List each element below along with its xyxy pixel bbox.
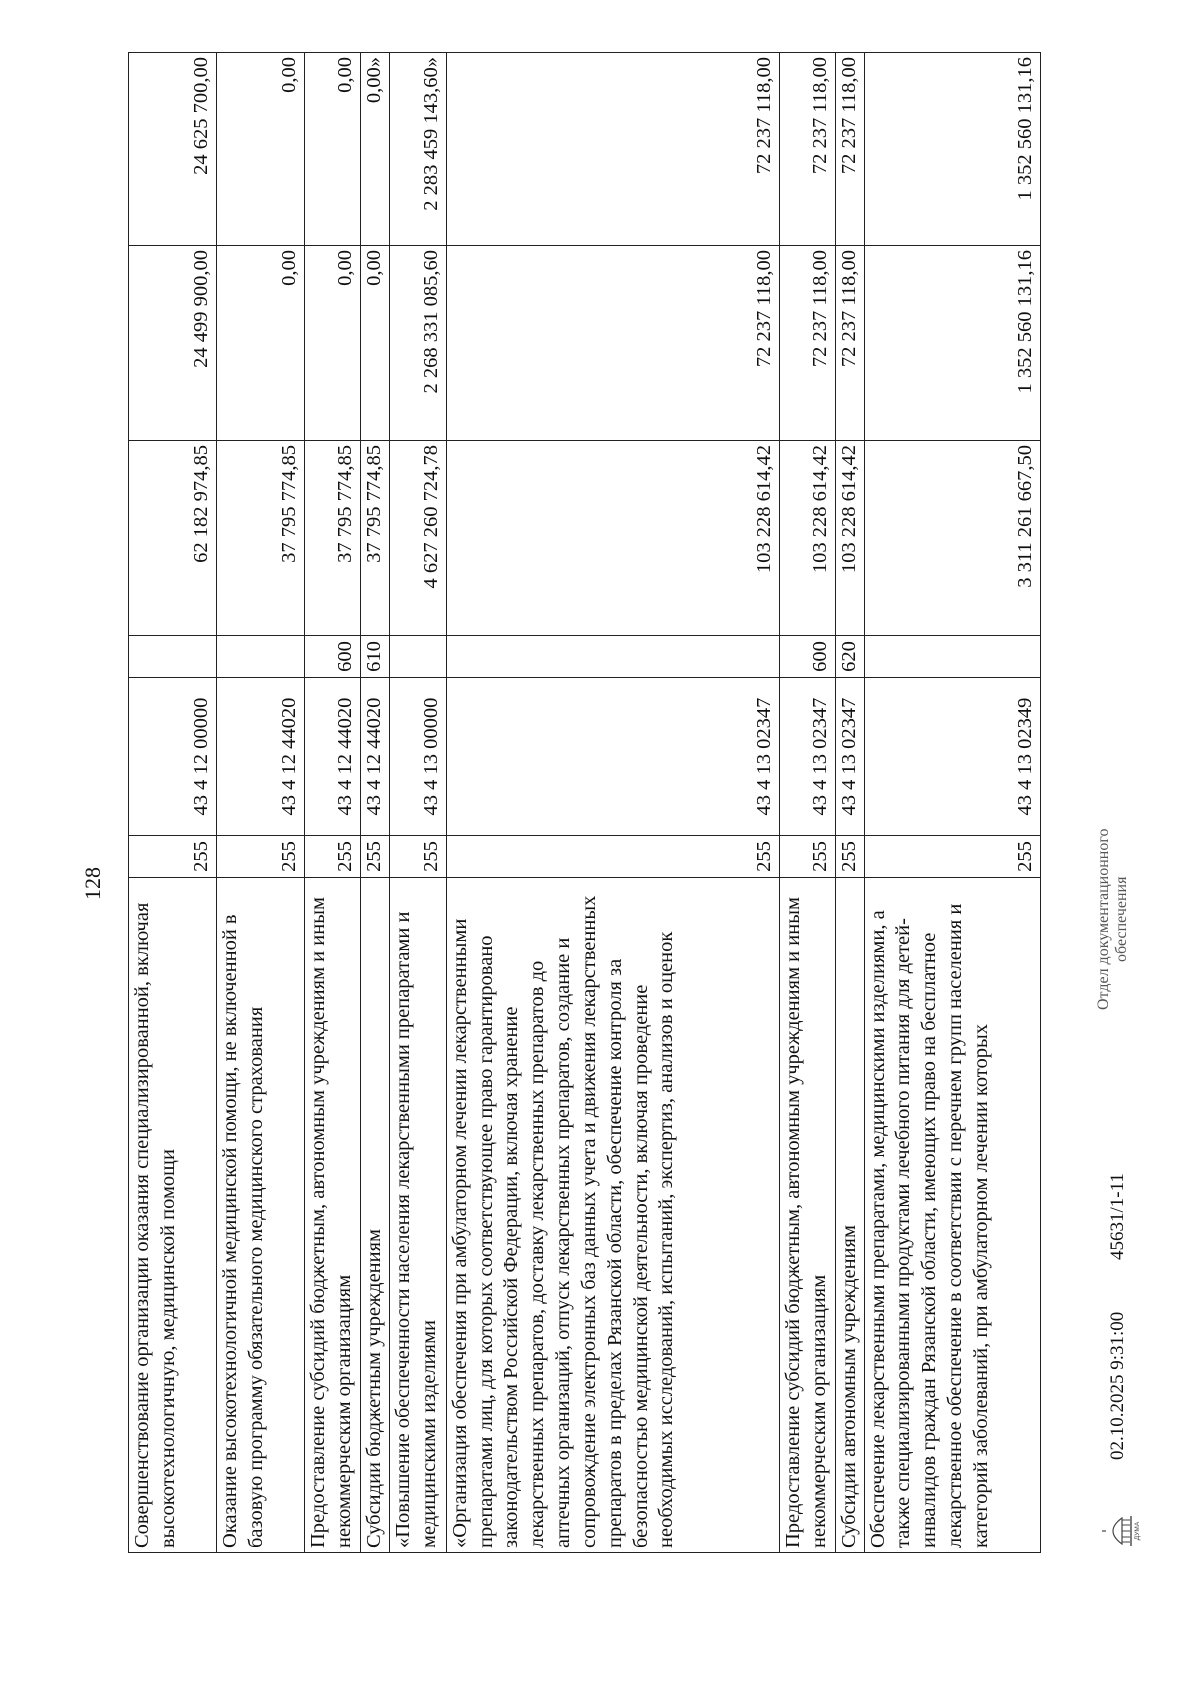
expense-type-code bbox=[217, 636, 305, 678]
amount-1: 37 795 774,85 bbox=[361, 441, 390, 636]
amount-3: 0,00» bbox=[361, 53, 390, 246]
amount-2: 72 237 118,00 bbox=[779, 246, 835, 441]
stamp-line-1: Отдел документационного bbox=[1095, 828, 1112, 1010]
row-name: Предоставление субсидий бюджетным, автономным учреждениям и иным некоммерческим организациям bbox=[779, 878, 835, 1553]
expense-type-code bbox=[864, 636, 1040, 678]
row-name: Субсидии бюджетным учреждениям bbox=[361, 878, 390, 1553]
grbs-code: 255 bbox=[835, 836, 864, 878]
target-article-code: 43 4 13 02347 bbox=[835, 678, 864, 836]
amount-3: 2 283 459 143,60» bbox=[389, 53, 446, 246]
grbs-code: 255 bbox=[305, 836, 361, 878]
target-article-code: 43 4 12 44020 bbox=[217, 678, 305, 836]
row-name: Оказание высокотехнологичной медицинской помощи, не включенной в базовую программу обязательного медицинского страхования bbox=[217, 878, 305, 1553]
grbs-code: 255 bbox=[864, 836, 1040, 878]
page-footer bbox=[1095, 150, 1155, 1550]
target-article-code: 43 4 13 02347 bbox=[779, 678, 835, 836]
amount-2: 72 237 118,00 bbox=[446, 246, 779, 441]
table-row bbox=[864, 53, 1040, 1553]
expense-type-code: 610 bbox=[361, 636, 390, 678]
grbs-code: 255 bbox=[446, 836, 779, 878]
amount-3: 1 352 560 131,16 bbox=[864, 53, 1040, 246]
table-row bbox=[389, 53, 446, 1553]
target-article-code: 43 4 12 00000 bbox=[129, 678, 217, 836]
amount-1: 62 182 974,85 bbox=[129, 441, 217, 636]
row-name: Субсидии автономным учреждениям bbox=[835, 878, 864, 1553]
amount-1: 103 228 614,42 bbox=[446, 441, 779, 636]
row-name: «Повышение обеспеченности населения лекарственными препаратами и медицинскими изделиями bbox=[389, 878, 446, 1553]
table-row bbox=[835, 53, 864, 1553]
expense-type-code bbox=[446, 636, 779, 678]
footer-document-number: 45631/1-11 bbox=[1107, 1173, 1128, 1260]
amount-3: 0,00 bbox=[305, 53, 361, 246]
row-name: «Организация обеспечения при амбулаторном лечении лекарственными препаратами лиц, для которых соответствующее право гарантировано законодательством Российской Федерации, включая хранение лекарственных препаратов, доставку лекарственных препаратов до аптечных организаций, отпуск лекарственных препаратов, создание и сопровождение электронных баз данных учета и движения лекарственных препаратов в пределах Рязанской области, обеспечение контроля за безопасностью медицинской деятельности, включая проведение необходимых исследований, испытаний, экспертиз, анализов и оценок bbox=[446, 878, 779, 1553]
table-row bbox=[305, 53, 361, 1553]
expense-type-code: 600 bbox=[779, 636, 835, 678]
target-article-code: 43 4 12 44020 bbox=[305, 678, 361, 836]
expense-type-code bbox=[389, 636, 446, 678]
target-article-code: 43 4 12 44020 bbox=[361, 678, 390, 836]
amount-3: 72 237 118,00 bbox=[446, 53, 779, 246]
expense-type-code bbox=[129, 636, 217, 678]
amount-2: 24 499 900,00 bbox=[129, 246, 217, 441]
page-number: 128 bbox=[80, 867, 105, 900]
amount-1: 37 795 774,85 bbox=[305, 441, 361, 636]
table-row bbox=[446, 53, 779, 1553]
amount-1: 3 311 261 667,50 bbox=[864, 441, 1040, 636]
grbs-code: 255 bbox=[389, 836, 446, 878]
amount-2: 0,00 bbox=[217, 246, 305, 441]
expense-type-code: 600 bbox=[305, 636, 361, 678]
amount-2: 2 268 331 085,60 bbox=[389, 246, 446, 441]
amount-3: 72 237 118,00 bbox=[779, 53, 835, 246]
amount-1: 37 795 774,85 bbox=[217, 441, 305, 636]
table-row bbox=[129, 53, 217, 1553]
grbs-code: 255 bbox=[779, 836, 835, 878]
amount-2: 1 352 560 131,16 bbox=[864, 246, 1040, 441]
amount-1: 4 627 260 724,78 bbox=[389, 441, 446, 636]
stamp-line-2: обеспечения bbox=[1112, 876, 1130, 962]
budget-table bbox=[128, 52, 1041, 1553]
grbs-code: 255 bbox=[217, 836, 305, 878]
amount-3: 72 237 118,00 bbox=[835, 53, 864, 246]
expense-type-code: 620 bbox=[835, 636, 864, 678]
footer-date: 02.10.2025 9:31:00 bbox=[1107, 1311, 1128, 1460]
target-article-code: 43 4 13 00000 bbox=[389, 678, 446, 836]
amount-1: 103 228 614,42 bbox=[779, 441, 835, 636]
department-stamp bbox=[1095, 828, 1130, 1010]
row-name: Совершенствование организации оказания специализированной, включая высокотехнологичную, медицинской помощи bbox=[129, 878, 217, 1553]
target-article-code: 43 4 13 02347 bbox=[446, 678, 779, 836]
duma-seal-icon bbox=[1100, 1512, 1140, 1550]
amount-1: 103 228 614,42 bbox=[835, 441, 864, 636]
table-row bbox=[361, 53, 390, 1553]
amount-3: 24 625 700,00 bbox=[129, 53, 217, 246]
amount-2: 0,00 bbox=[361, 246, 390, 441]
row-name: Обеспечение лекарственными препаратами, медицинскими изделиями, а также специализированными продуктами лечебного питания для детей-инвалидов граждан Рязанской области, имеющих право на бесплатное лекарственное обеспечение в соответствии с перечнем групп населения и категорий заболеваний, при амбулаторном лечении которых bbox=[864, 878, 1040, 1553]
amount-2: 72 237 118,00 bbox=[835, 246, 864, 441]
amount-2: 0,00 bbox=[305, 246, 361, 441]
table-row bbox=[779, 53, 835, 1553]
grbs-code: 255 bbox=[361, 836, 390, 878]
amount-3: 0,00 bbox=[217, 53, 305, 246]
seal-text: ДУМА bbox=[1134, 1521, 1141, 1541]
grbs-code: 255 bbox=[129, 836, 217, 878]
row-name: Предоставление субсидий бюджетным, автономным учреждениям и иным некоммерческим организациям bbox=[305, 878, 361, 1553]
target-article-code: 43 4 13 02349 bbox=[864, 678, 1040, 836]
table-row bbox=[217, 53, 305, 1553]
